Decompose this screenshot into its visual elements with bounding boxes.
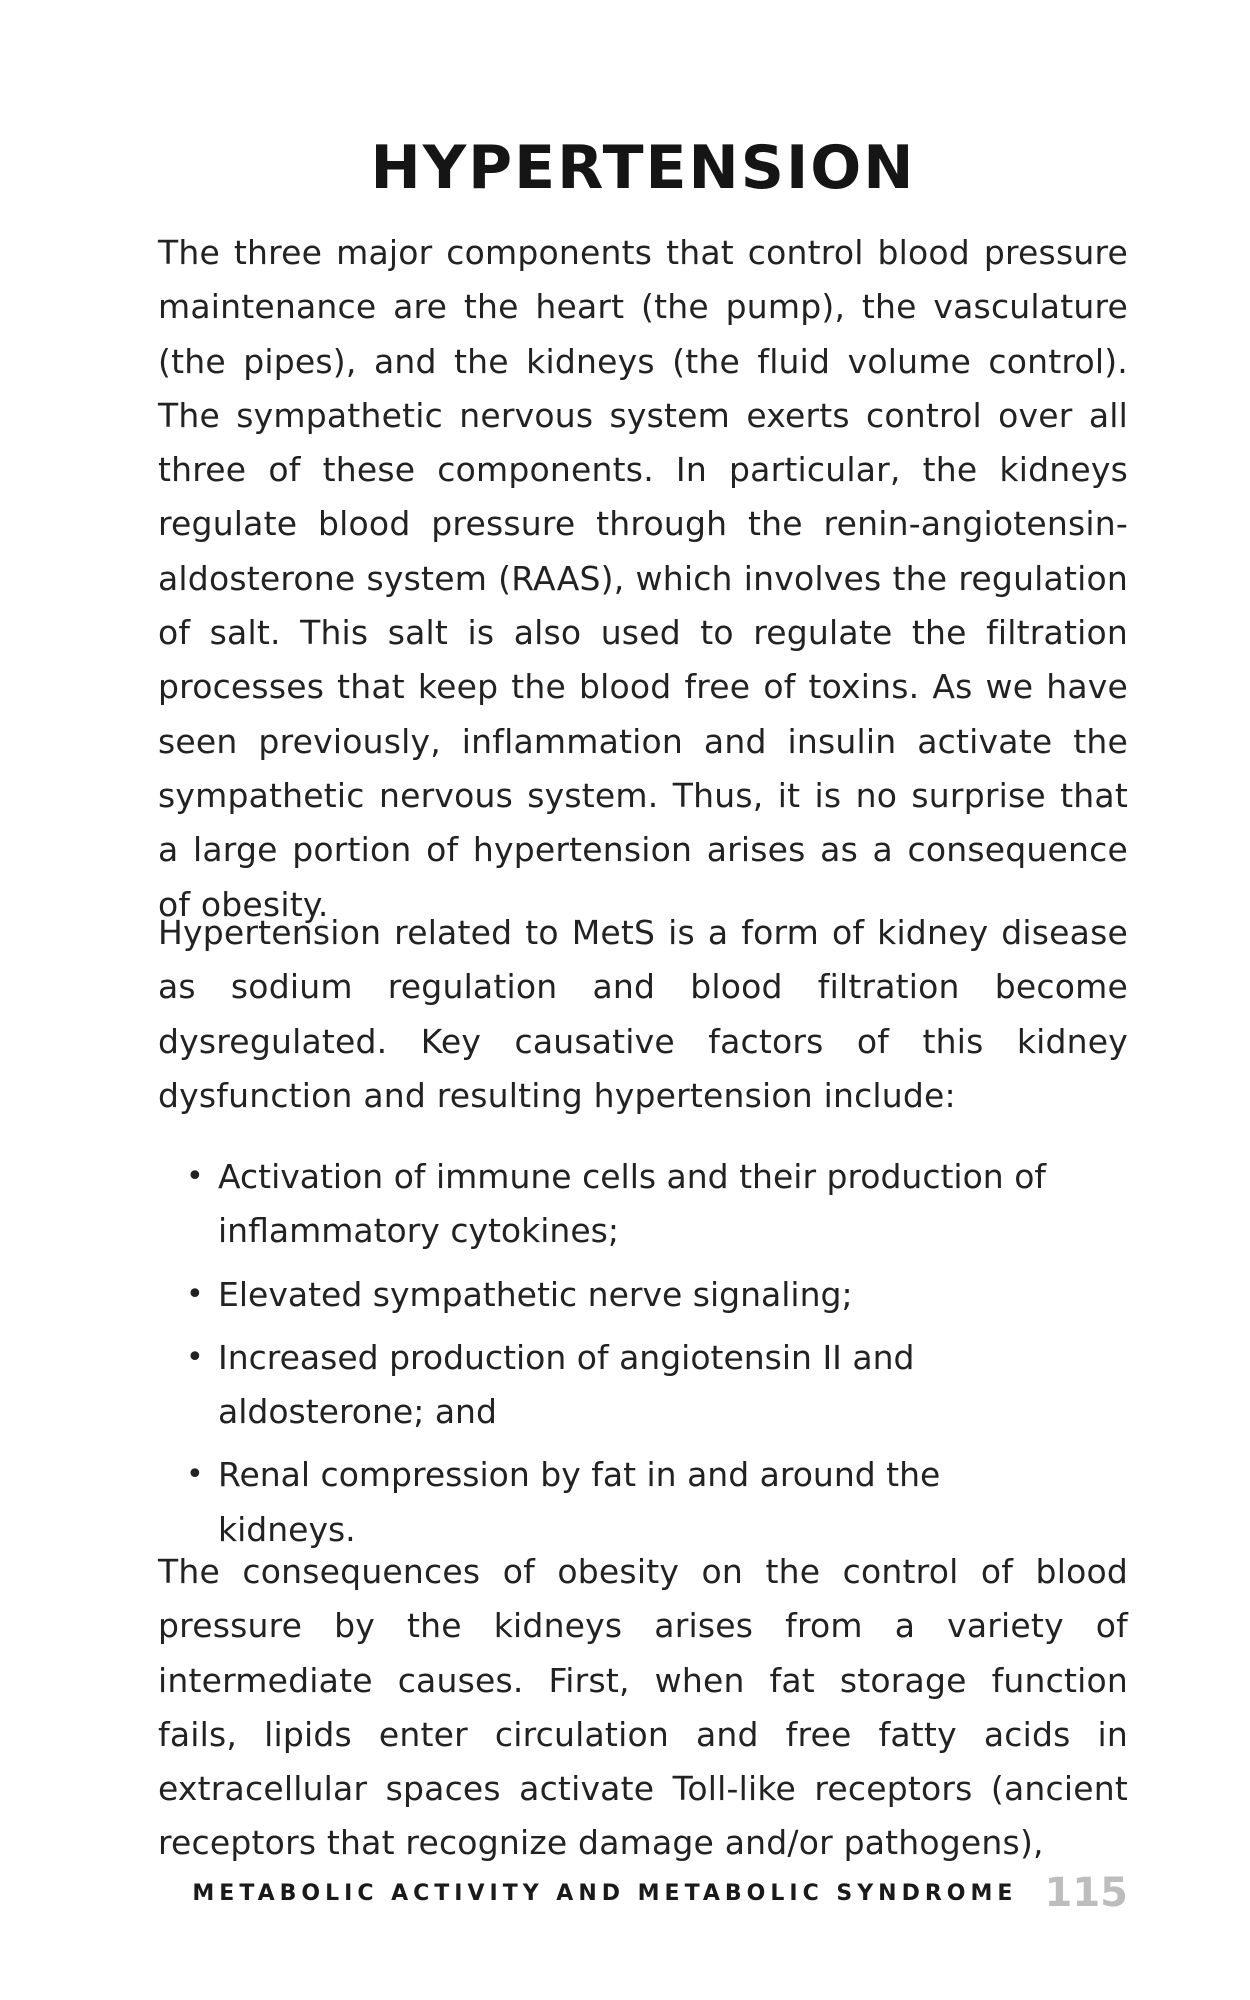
bullet-icon: • xyxy=(186,1339,204,1375)
paragraph-2-block xyxy=(158,906,1128,1123)
causative-factors-list xyxy=(186,1150,1086,1566)
bullet-icon: • xyxy=(186,1457,204,1493)
paragraph-2: Hypertension related to MetS is a form of kidney disease as sodium regulation and blood filtration become dysregulated. Key causative factors of this kidney dysfunction and resulting hypertension include: xyxy=(158,913,1128,1115)
list-item-text: Renal compression by fat in and around the kidneys. xyxy=(218,1455,941,1549)
list-item xyxy=(186,1268,1086,1322)
paragraph-1-block xyxy=(158,226,1128,932)
bullet-icon: • xyxy=(186,1159,204,1194)
page-number: 115 xyxy=(1044,1870,1128,1916)
page-footer xyxy=(158,1870,1128,1916)
list-item xyxy=(186,1331,1086,1440)
list-item-text: Increased production of angiotensin II and aldosterone; and xyxy=(218,1337,915,1432)
paragraph-3: The consequences of obesity on the control of blood pressure by the kidneys arises from a variety of intermediate causes. First, when fat storage function fails, lipids enter circulation and free fatty acids in extracellular spaces activate Toll-like receptors (ancient receptors that recognize damage and/or pathogens), xyxy=(158,1552,1128,1863)
list-item-text: Activation of immune cells and their production of inflammatory cytokines; xyxy=(218,1157,1046,1251)
list-item xyxy=(186,1150,1086,1259)
running-head: METABOLIC ACTIVITY AND METABOLIC SYNDROME xyxy=(192,1880,1018,1906)
paragraph-1: The three major components that control blood pressure maintenance are the heart (the pump), the vasculature (the pipes), and the kidneys (the fluid volume control). The sympathetic nervous system exerts control over all three of these components. In particular, the kidneys regulate blood pressure through the renin-angiotensin-aldosterone system (RAAS), which involves the regulation of salt. This salt is also used to regulate the filtration processes that keep the blood free of toxins. As we have seen previously, inflammation and insulin activate the sympathetic nervous system. Thus, it is no surprise that a large portion of hypertension arises as a consequence of obesity. xyxy=(158,233,1128,924)
page-title: HYPERTENSION xyxy=(370,133,916,203)
bullet-icon: • xyxy=(186,1276,204,1312)
paragraph-3-block xyxy=(158,1545,1128,1871)
list-item xyxy=(186,1448,1086,1557)
list-item-text: Elevated sympathetic nerve signaling; xyxy=(218,1274,853,1314)
